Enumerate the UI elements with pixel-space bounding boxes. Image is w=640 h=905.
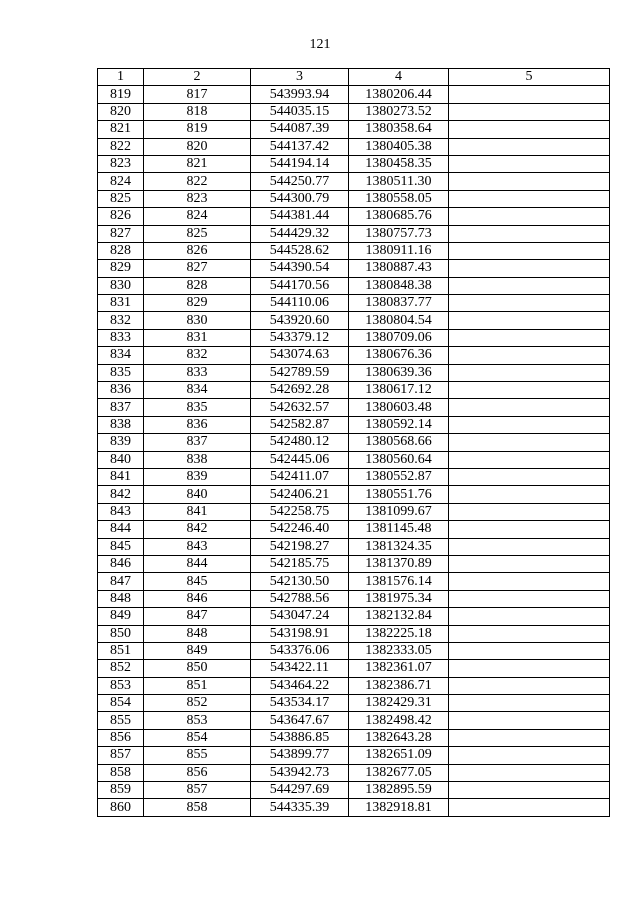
- table-cell-col-1: 850: [98, 625, 144, 642]
- table-cell-col-3: 542480.12: [251, 434, 349, 451]
- table-cell-col-5: [449, 573, 610, 590]
- table-cell-col-3: 544297.69: [251, 782, 349, 799]
- table-cell-col-1: 860: [98, 799, 144, 816]
- table-cell-col-3: 543074.63: [251, 347, 349, 364]
- table-cell-col-3: 542198.27: [251, 538, 349, 555]
- table-cell-col-4: 1381370.89: [349, 555, 449, 572]
- table-cell-col-1: 835: [98, 364, 144, 381]
- table-cell-col-3: 543198.91: [251, 625, 349, 642]
- column-header-5: 5: [449, 69, 610, 86]
- table-cell-col-1: 825: [98, 190, 144, 207]
- table-cell-col-1: 851: [98, 642, 144, 659]
- table-cell-col-1: 845: [98, 538, 144, 555]
- table-cell-col-3: 544250.77: [251, 173, 349, 190]
- table-cell-col-2: 855: [144, 747, 251, 764]
- table-cell-col-3: 542411.07: [251, 468, 349, 485]
- table-cell-col-3: 543942.73: [251, 764, 349, 781]
- table-row: [98, 225, 610, 242]
- table-row: [98, 538, 610, 555]
- table-row: [98, 660, 610, 677]
- table-cell-col-5: [449, 486, 610, 503]
- table-cell-col-4: 1380568.66: [349, 434, 449, 451]
- table-cell-col-3: 542582.87: [251, 416, 349, 433]
- table-row: [98, 242, 610, 259]
- table-cell-col-2: 838: [144, 451, 251, 468]
- table-cell-col-4: 1382361.07: [349, 660, 449, 677]
- table-cell-col-1: 849: [98, 608, 144, 625]
- table-row: [98, 295, 610, 312]
- table-cell-col-1: 829: [98, 260, 144, 277]
- table-row: [98, 729, 610, 746]
- table-cell-col-2: 851: [144, 677, 251, 694]
- table-cell-col-2: 819: [144, 121, 251, 138]
- table-cell-col-3: 542692.28: [251, 382, 349, 399]
- table-row: [98, 329, 610, 346]
- table-cell-col-1: 859: [98, 782, 144, 799]
- table-cell-col-1: 857: [98, 747, 144, 764]
- table-cell-col-3: 544194.14: [251, 155, 349, 172]
- table-cell-col-2: 852: [144, 695, 251, 712]
- table-row: [98, 590, 610, 607]
- page-number: 121: [309, 37, 331, 52]
- table-cell-col-2: 844: [144, 555, 251, 572]
- table-cell-col-1: 852: [98, 660, 144, 677]
- table-cell-col-4: 1382895.59: [349, 782, 449, 799]
- table-cell-col-1: 853: [98, 677, 144, 694]
- table-cell-col-5: [449, 86, 610, 103]
- table-cell-col-2: 850: [144, 660, 251, 677]
- table-cell-col-4: 1381145.48: [349, 521, 449, 538]
- table-cell-col-1: 822: [98, 138, 144, 155]
- table-row: [98, 468, 610, 485]
- table-cell-col-5: [449, 364, 610, 381]
- coordinates-table: [97, 68, 610, 817]
- table-cell-col-4: 1380405.38: [349, 138, 449, 155]
- table-cell-col-3: 543464.22: [251, 677, 349, 694]
- table-cell-col-2: 837: [144, 434, 251, 451]
- table-cell-col-4: 1381099.67: [349, 503, 449, 520]
- table-cell-col-5: [449, 521, 610, 538]
- table-cell-col-4: 1380551.76: [349, 486, 449, 503]
- table-cell-col-1: 833: [98, 329, 144, 346]
- table-row: [98, 799, 610, 816]
- table-row: [98, 399, 610, 416]
- table-cell-col-4: 1382386.71: [349, 677, 449, 694]
- table-cell-col-3: 543920.60: [251, 312, 349, 329]
- table-cell-col-1: 839: [98, 434, 144, 451]
- table-row: [98, 451, 610, 468]
- table-cell-col-5: [449, 277, 610, 294]
- table-cell-col-2: 831: [144, 329, 251, 346]
- table-cell-col-2: 841: [144, 503, 251, 520]
- table-cell-col-2: 821: [144, 155, 251, 172]
- table-cell-col-4: 1382429.31: [349, 695, 449, 712]
- table-cell-col-5: [449, 555, 610, 572]
- table-cell-col-3: 544528.62: [251, 242, 349, 259]
- table-cell-col-3: 544390.54: [251, 260, 349, 277]
- table-cell-col-5: [449, 503, 610, 520]
- table-cell-col-3: 544170.56: [251, 277, 349, 294]
- table-cell-col-4: 1380206.44: [349, 86, 449, 103]
- table-cell-col-3: 542258.75: [251, 503, 349, 520]
- table-cell-col-5: [449, 103, 610, 120]
- table-cell-col-2: 824: [144, 208, 251, 225]
- table-cell-col-3: 542406.21: [251, 486, 349, 503]
- table-cell-col-1: 838: [98, 416, 144, 433]
- table-cell-col-1: 856: [98, 729, 144, 746]
- table-cell-col-1: 831: [98, 295, 144, 312]
- table-cell-col-2: 839: [144, 468, 251, 485]
- table-cell-col-5: [449, 729, 610, 746]
- table-cell-col-2: 854: [144, 729, 251, 746]
- table-cell-col-3: 543376.06: [251, 642, 349, 659]
- table-cell-col-1: 836: [98, 382, 144, 399]
- table-row: [98, 208, 610, 225]
- table-row: [98, 747, 610, 764]
- table-cell-col-1: 837: [98, 399, 144, 416]
- table-cell-col-5: [449, 121, 610, 138]
- table-cell-col-3: 542632.57: [251, 399, 349, 416]
- column-header-4: 4: [349, 69, 449, 86]
- table-cell-col-3: 544137.42: [251, 138, 349, 155]
- table-cell-col-5: [449, 242, 610, 259]
- table-cell-col-3: 543534.17: [251, 695, 349, 712]
- table-cell-col-2: 820: [144, 138, 251, 155]
- table-row: [98, 347, 610, 364]
- table-cell-col-2: 846: [144, 590, 251, 607]
- table-cell-col-3: 542185.75: [251, 555, 349, 572]
- table-row: [98, 155, 610, 172]
- table-cell-col-5: [449, 295, 610, 312]
- table-row: [98, 642, 610, 659]
- table-cell-col-3: 543047.24: [251, 608, 349, 625]
- table-cell-col-2: 818: [144, 103, 251, 120]
- table-row: [98, 764, 610, 781]
- table-cell-col-2: 823: [144, 190, 251, 207]
- table-row: [98, 190, 610, 207]
- table-cell-col-1: 821: [98, 121, 144, 138]
- table-cell-col-5: [449, 155, 610, 172]
- table-cell-col-1: 828: [98, 242, 144, 259]
- table-row: [98, 486, 610, 503]
- table-cell-col-3: 543886.85: [251, 729, 349, 746]
- table-cell-col-2: 822: [144, 173, 251, 190]
- table-row: [98, 677, 610, 694]
- column-header-3: 3: [251, 69, 349, 86]
- table-row: [98, 121, 610, 138]
- table-row: [98, 434, 610, 451]
- table-cell-col-3: 542445.06: [251, 451, 349, 468]
- table-cell-col-2: 836: [144, 416, 251, 433]
- table-cell-col-1: 844: [98, 521, 144, 538]
- table-cell-col-4: 1382225.18: [349, 625, 449, 642]
- table-cell-col-2: 833: [144, 364, 251, 381]
- table-row: [98, 695, 610, 712]
- table-cell-col-4: 1382132.84: [349, 608, 449, 625]
- table-cell-col-2: 853: [144, 712, 251, 729]
- table-cell-col-4: 1380887.43: [349, 260, 449, 277]
- table-cell-col-5: [449, 260, 610, 277]
- table-row: [98, 364, 610, 381]
- table-cell-col-1: 847: [98, 573, 144, 590]
- table-cell-col-3: 543422.11: [251, 660, 349, 677]
- table-cell-col-1: 846: [98, 555, 144, 572]
- table-cell-col-4: 1382333.05: [349, 642, 449, 659]
- table-cell-col-5: [449, 590, 610, 607]
- table-cell-col-5: [449, 764, 610, 781]
- table-cell-col-1: 840: [98, 451, 144, 468]
- table-cell-col-4: 1380560.64: [349, 451, 449, 468]
- table-cell-col-2: 843: [144, 538, 251, 555]
- table-cell-col-1: 827: [98, 225, 144, 242]
- table-row: [98, 555, 610, 572]
- table-cell-col-5: [449, 782, 610, 799]
- table-cell-col-4: 1381576.14: [349, 573, 449, 590]
- table-cell-col-1: 826: [98, 208, 144, 225]
- table-cell-col-5: [449, 138, 610, 155]
- table-row: [98, 312, 610, 329]
- table-cell-col-5: [449, 677, 610, 694]
- column-header-2: 2: [144, 69, 251, 86]
- table-cell-col-2: 826: [144, 242, 251, 259]
- table-cell-col-3: 542788.56: [251, 590, 349, 607]
- table-cell-col-4: 1382677.05: [349, 764, 449, 781]
- table-cell-col-4: 1380639.36: [349, 364, 449, 381]
- table-body: [98, 86, 610, 816]
- table-cell-col-5: [449, 434, 610, 451]
- table-cell-col-3: 544035.15: [251, 103, 349, 120]
- table-cell-col-4: 1382498.42: [349, 712, 449, 729]
- table-row: [98, 173, 610, 190]
- table-cell-col-4: 1382918.81: [349, 799, 449, 816]
- table-row: [98, 625, 610, 642]
- table-cell-col-3: 543899.77: [251, 747, 349, 764]
- table-row: [98, 103, 610, 120]
- table-cell-col-5: [449, 208, 610, 225]
- table-cell-col-3: 542130.50: [251, 573, 349, 590]
- table-cell-col-5: [449, 225, 610, 242]
- table-cell-col-2: 842: [144, 521, 251, 538]
- table-cell-col-5: [449, 642, 610, 659]
- table-cell-col-5: [449, 538, 610, 555]
- table-cell-col-4: 1380358.64: [349, 121, 449, 138]
- table-cell-col-4: 1381324.35: [349, 538, 449, 555]
- table-cell-col-5: [449, 712, 610, 729]
- table-cell-col-5: [449, 347, 610, 364]
- table-cell-col-2: 857: [144, 782, 251, 799]
- table-cell-col-2: 834: [144, 382, 251, 399]
- table-cell-col-2: 858: [144, 799, 251, 816]
- table-cell-col-3: 542246.40: [251, 521, 349, 538]
- table-cell-col-4: 1380837.77: [349, 295, 449, 312]
- table-row: [98, 608, 610, 625]
- table-row: [98, 521, 610, 538]
- table-cell-col-5: [449, 608, 610, 625]
- table-cell-col-1: 819: [98, 86, 144, 103]
- table-cell-col-4: 1380685.76: [349, 208, 449, 225]
- table-cell-col-3: 544381.44: [251, 208, 349, 225]
- table-cell-col-2: 840: [144, 486, 251, 503]
- table-cell-col-1: 855: [98, 712, 144, 729]
- table-cell-col-4: 1380511.30: [349, 173, 449, 190]
- table-cell-col-5: [449, 660, 610, 677]
- table-cell-col-4: 1380676.36: [349, 347, 449, 364]
- table-cell-col-5: [449, 173, 610, 190]
- table-row: [98, 260, 610, 277]
- column-header-1: 1: [98, 69, 144, 86]
- table-cell-col-5: [449, 747, 610, 764]
- table-cell-col-5: [449, 451, 610, 468]
- table-cell-col-2: 827: [144, 260, 251, 277]
- table-cell-col-5: [449, 399, 610, 416]
- table-cell-col-4: 1380848.38: [349, 277, 449, 294]
- table-cell-col-5: [449, 625, 610, 642]
- table-cell-col-1: 858: [98, 764, 144, 781]
- table-cell-col-4: 1380804.54: [349, 312, 449, 329]
- table-cell-col-2: 856: [144, 764, 251, 781]
- table-cell-col-4: 1380603.48: [349, 399, 449, 416]
- table-row: [98, 573, 610, 590]
- table-cell-col-5: [449, 190, 610, 207]
- table-cell-col-1: 848: [98, 590, 144, 607]
- table-cell-col-5: [449, 468, 610, 485]
- table-row: [98, 782, 610, 799]
- table-cell-col-5: [449, 416, 610, 433]
- table-cell-col-4: 1380558.05: [349, 190, 449, 207]
- table-cell-col-3: 543379.12: [251, 329, 349, 346]
- table-row: [98, 503, 610, 520]
- table-cell-col-5: [449, 329, 610, 346]
- table-cell-col-2: 848: [144, 625, 251, 642]
- table-row: [98, 416, 610, 433]
- table-cell-col-2: 835: [144, 399, 251, 416]
- table-cell-col-2: 849: [144, 642, 251, 659]
- table-cell-col-4: 1380273.52: [349, 103, 449, 120]
- table-cell-col-1: 843: [98, 503, 144, 520]
- table-cell-col-4: 1382643.28: [349, 729, 449, 746]
- table-cell-col-4: 1380757.73: [349, 225, 449, 242]
- table-cell-col-2: 845: [144, 573, 251, 590]
- table-cell-col-3: 544087.39: [251, 121, 349, 138]
- table-cell-col-4: 1380617.12: [349, 382, 449, 399]
- table-cell-col-4: 1380458.35: [349, 155, 449, 172]
- table-cell-col-3: 542789.59: [251, 364, 349, 381]
- table-row: [98, 712, 610, 729]
- table-cell-col-2: 830: [144, 312, 251, 329]
- table-cell-col-1: 823: [98, 155, 144, 172]
- table-cell-col-1: 824: [98, 173, 144, 190]
- table-cell-col-5: [449, 312, 610, 329]
- table-cell-col-1: 842: [98, 486, 144, 503]
- table-cell-col-4: 1380552.87: [349, 468, 449, 485]
- table-row: [98, 277, 610, 294]
- table-cell-col-1: 830: [98, 277, 144, 294]
- table-cell-col-1: 820: [98, 103, 144, 120]
- table-cell-col-2: 828: [144, 277, 251, 294]
- table-cell-col-5: [449, 695, 610, 712]
- table-cell-col-2: 832: [144, 347, 251, 364]
- table-cell-col-1: 832: [98, 312, 144, 329]
- table-cell-col-3: 544300.79: [251, 190, 349, 207]
- table-cell-col-4: 1380911.16: [349, 242, 449, 259]
- table-cell-col-4: 1380709.06: [349, 329, 449, 346]
- table-row: [98, 86, 610, 103]
- table-cell-col-4: 1380592.14: [349, 416, 449, 433]
- table-cell-col-2: 829: [144, 295, 251, 312]
- table-cell-col-1: 834: [98, 347, 144, 364]
- table-cell-col-3: 543993.94: [251, 86, 349, 103]
- table-cell-col-3: 543647.67: [251, 712, 349, 729]
- table-header-row: [98, 69, 610, 86]
- table-cell-col-5: [449, 382, 610, 399]
- table-cell-col-4: 1382651.09: [349, 747, 449, 764]
- table-cell-col-3: 544335.39: [251, 799, 349, 816]
- table-cell-col-2: 825: [144, 225, 251, 242]
- table-cell-col-3: 544429.32: [251, 225, 349, 242]
- table-cell-col-1: 854: [98, 695, 144, 712]
- table-cell-col-1: 841: [98, 468, 144, 485]
- table-cell-col-2: 817: [144, 86, 251, 103]
- table-row: [98, 138, 610, 155]
- table-cell-col-3: 544110.06: [251, 295, 349, 312]
- table-cell-col-5: [449, 799, 610, 816]
- table-cell-col-2: 847: [144, 608, 251, 625]
- table-row: [98, 382, 610, 399]
- table-cell-col-4: 1381975.34: [349, 590, 449, 607]
